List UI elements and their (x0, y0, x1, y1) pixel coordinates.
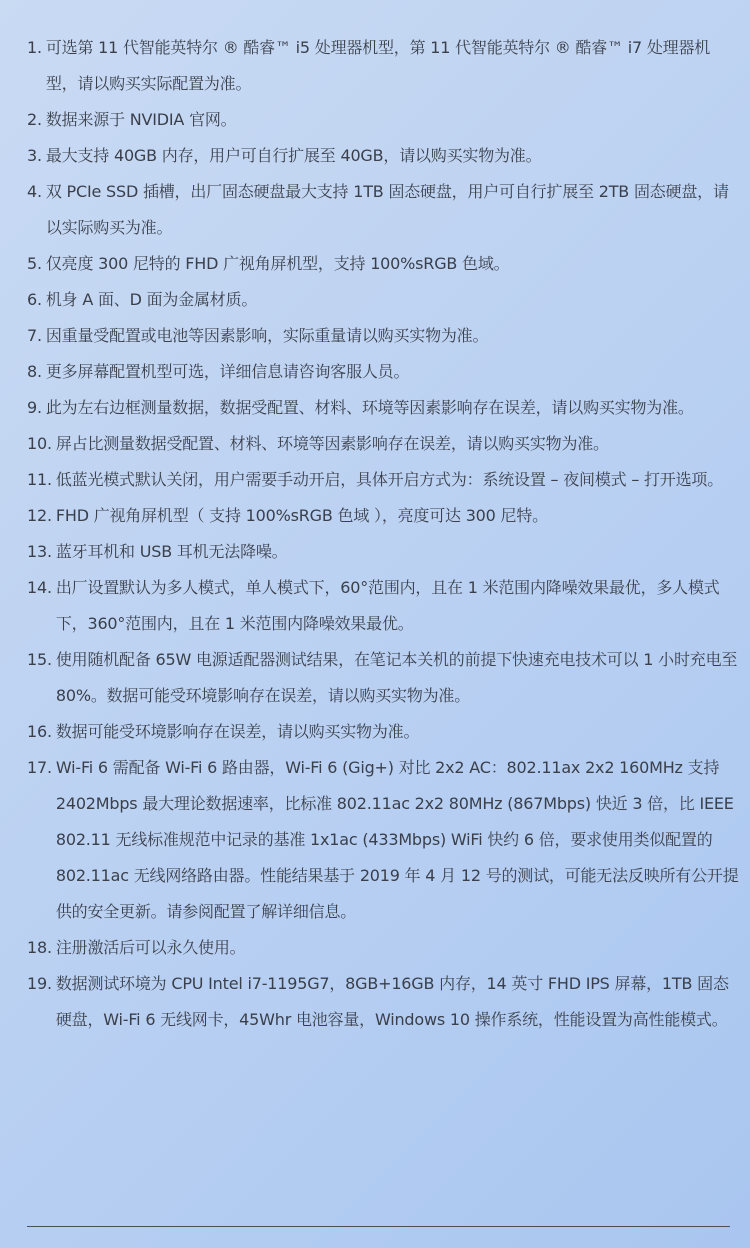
footnote-1 (27, 30, 739, 102)
footnote-15 (27, 642, 739, 714)
footnote-number: 14. (27, 578, 52, 597)
footnote-number: 7. (27, 326, 42, 345)
footnote-text: 注册激活后可以永久使用。 (55, 938, 246, 957)
footnote-number: 10. (27, 434, 52, 453)
footnote-text: 数据可能受环境影响存在误差，请以购买实物为准。 (55, 722, 420, 741)
footnote-10 (27, 426, 739, 462)
footnote-17 (27, 750, 739, 930)
bottom-divider (27, 1226, 730, 1227)
footnote-text: 蓝牙耳机和 USB 耳机无法降噪。 (55, 542, 288, 561)
footnote-number: 4. (27, 182, 42, 201)
footnote-11 (27, 462, 739, 498)
footnote-18 (27, 930, 739, 966)
footnote-2 (27, 102, 739, 138)
footnote-number: 18. (27, 938, 52, 957)
footnote-text: 数据测试环境为 CPU Intel i7-1195G7，8GB+16GB 内存，14 英寸 FHD IPS 屏幕，1TB 固态硬盘，Wi-Fi 6 无线网卡，45Whr 电池容量，Windows 10 操作系统，性能设置为高性能模式。 (55, 974, 729, 1029)
footnote-text: 仅亮度 300 尼特的 FHD 广视角屏机型，支持 100%sRGB 色域。 (45, 254, 510, 273)
footnote-text: 出厂设置默认为多人模式，单人模式下，60°范围内，且在 1 米范围内降噪效果最优，多人模式下，360°范围内，且在 1 米范围内降噪效果最优。 (55, 578, 720, 633)
footnote-text: 数据来源于 NVIDIA 官网。 (45, 110, 237, 129)
footnote-number: 19. (27, 974, 52, 993)
footnote-number: 2. (27, 110, 42, 129)
footnote-number: 1. (27, 38, 42, 57)
footnote-16 (27, 714, 739, 750)
footnote-number: 13. (27, 542, 52, 561)
footnote-text: 可选第 11 代智能英特尔 ® 酷睿™ i5 处理器机型，第 11 代智能英特尔 ® 酷睿™ i7 处理器机型，请以购买实际配置为准。 (45, 38, 711, 93)
footnote-text: 更多屏幕配置机型可选，详细信息请咨询客服人员。 (45, 362, 410, 381)
footnote-4 (27, 174, 739, 246)
footnote-number: 9. (27, 398, 42, 417)
footnote-9 (27, 390, 739, 426)
footnotes-list (27, 30, 739, 1038)
footnote-6 (27, 282, 739, 318)
footnote-7 (27, 318, 739, 354)
footnote-number: 8. (27, 362, 42, 381)
footnote-5 (27, 246, 739, 282)
footnote-14 (27, 570, 739, 642)
footnote-text: 机身 A 面、D 面为金属材质。 (45, 290, 258, 309)
footnote-text: 此为左右边框测量数据，数据受配置、材料、环境等因素影响存在误差，请以购买实物为准。 (45, 398, 694, 417)
footnote-text: 使用随机配备 65W 电源适配器测试结果，在笔记本关机的前提下快速充电技术可以 1 小时充电至 80%。数据可能受环境影响存在误差，请以购买实物为准。 (55, 650, 738, 705)
footnote-number: 15. (27, 650, 52, 669)
footnote-number: 17. (27, 758, 52, 777)
footnote-text: 低蓝光模式默认关闭，用户需要手动开启，具体开启方式为：系统设置 – 夜间模式 – 打开选项。 (55, 470, 724, 489)
footnote-text: Wi-Fi 6 需配备 Wi-Fi 6 路由器，Wi-Fi 6 (Gig+) 对比 2x2 AC：802.11ax 2x2 160MHz 支持 2402Mbps 最大理论数据速率，比标准 802.11ac 2x2 80MHz (867Mbps) 快近 3 倍，比 IEEE 802.11 无线标准规范中记录的基准 1x1ac (433Mbps) WiFi 快约 6 倍，要求使用类似配置的 802.11ac 无线网络路由器。性能结果基于 2019 年 4 月 12 号的测试，可能无法反映所有公开提供的安全更新。请参阅配置了解详细信息。 (55, 758, 739, 921)
footnote-text: 屏占比测量数据受配置、材料、环境等因素影响存在误差，请以购买实物为准。 (55, 434, 609, 453)
footnote-3 (27, 138, 739, 174)
footnote-text: 最大支持 40GB 内存，用户可自行扩展至 40GB，请以购买实物为准。 (45, 146, 542, 165)
footnote-text: 因重量受配置或电池等因素影响，实际重量请以购买实物为准。 (45, 326, 489, 345)
footnote-number: 12. (27, 506, 52, 525)
footnote-8 (27, 354, 739, 390)
footnote-13 (27, 534, 739, 570)
footnote-number: 6. (27, 290, 42, 309)
footnote-19 (27, 966, 739, 1038)
footnote-12 (27, 498, 739, 534)
footnote-number: 3. (27, 146, 42, 165)
footnote-number: 5. (27, 254, 42, 273)
footnote-number: 16. (27, 722, 52, 741)
footnote-text: 双 PCIe SSD 插槽，出厂固态硬盘最大支持 1TB 固态硬盘，用户可自行扩展至 2TB 固态硬盘，请以实际购买为准。 (45, 182, 729, 237)
footnote-text: FHD 广视角屏机型（ 支持 100%sRGB 色域 ），亮度可达 300 尼特。 (55, 506, 548, 525)
footnote-number: 11. (27, 470, 52, 489)
